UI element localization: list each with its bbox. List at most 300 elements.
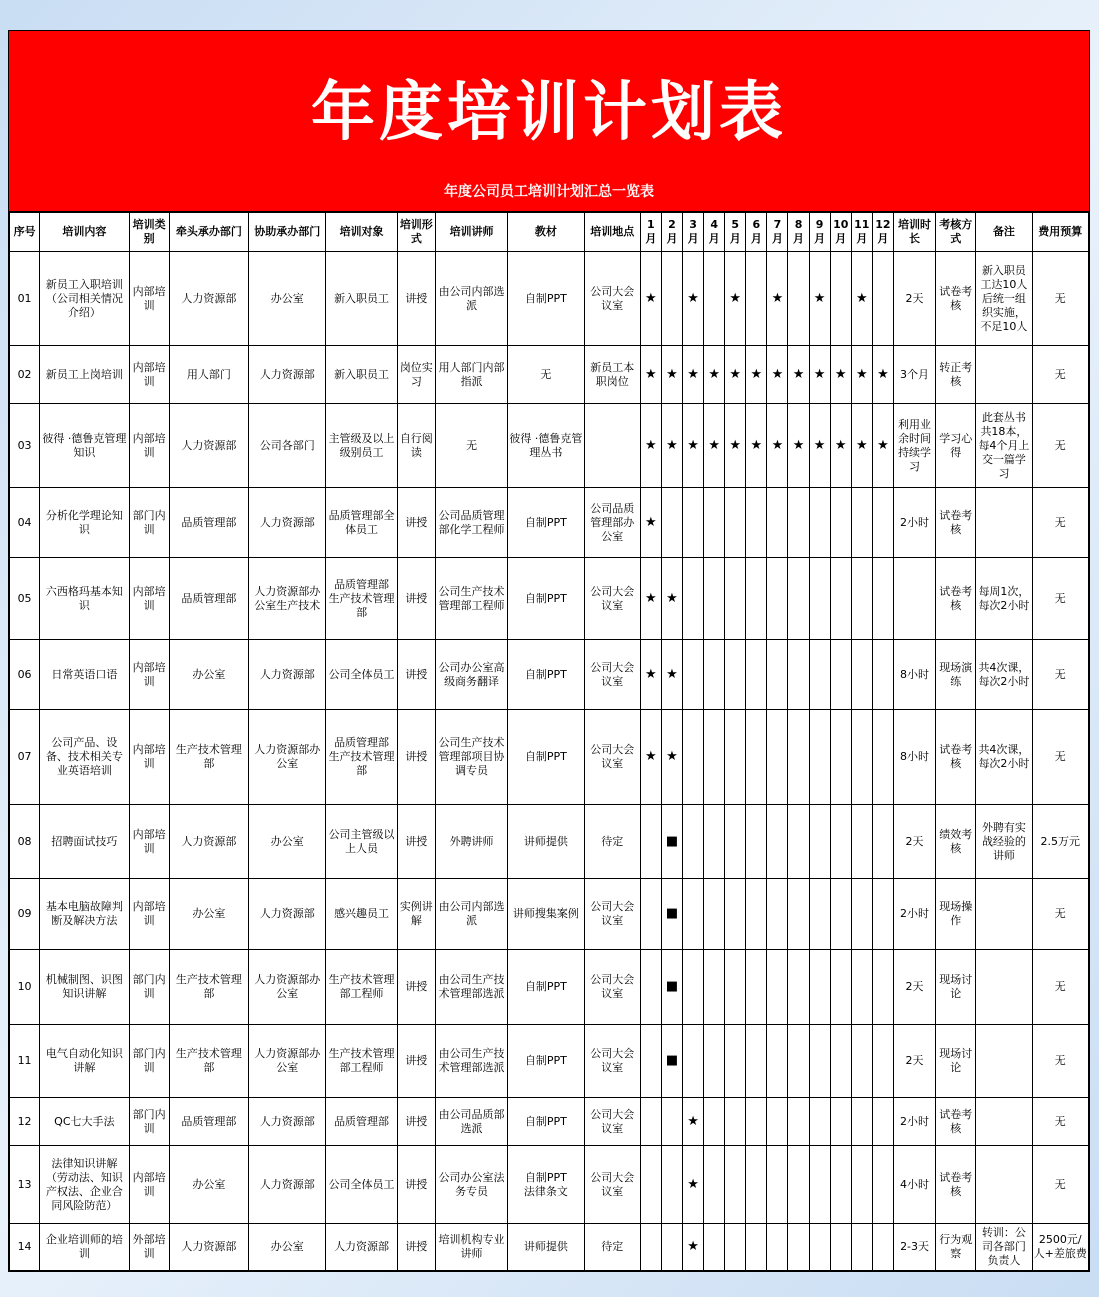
cell-month-4 bbox=[704, 1098, 725, 1146]
cell-content: 日常英语口语 bbox=[40, 640, 129, 710]
cell-remark bbox=[976, 1146, 1032, 1224]
cell-location: 公司大会议室 bbox=[584, 1098, 640, 1146]
cell-remark: 共4次课，每次2小时 bbox=[976, 710, 1032, 805]
cell-month-5: ★ bbox=[725, 346, 746, 404]
cell-location: 公司大会议室 bbox=[584, 950, 640, 1025]
cell-lead: 生产技术管理部 bbox=[169, 710, 248, 805]
cell-type: 内部培训 bbox=[129, 346, 169, 404]
cell-form: 讲授 bbox=[397, 1146, 435, 1224]
cell-month-6 bbox=[746, 805, 767, 879]
cell-month-4 bbox=[704, 252, 725, 346]
cell-assist: 公司各部门 bbox=[249, 404, 326, 488]
table-row bbox=[10, 404, 1089, 488]
cell-budget: 2.5万元 bbox=[1032, 805, 1088, 879]
cell-content: 电气自动化知识讲解 bbox=[40, 1025, 129, 1098]
column-header: 培训内容 bbox=[40, 213, 129, 252]
cell-month-9 bbox=[809, 488, 830, 558]
cell-form: 讲授 bbox=[397, 1224, 435, 1271]
cell-month-12 bbox=[872, 1025, 893, 1098]
table-row bbox=[10, 950, 1089, 1025]
cell-exam: 试卷考核 bbox=[936, 488, 976, 558]
cell-month-8 bbox=[788, 488, 809, 558]
column-header: 培训地点 bbox=[584, 213, 640, 252]
cell-exam: 试卷考核 bbox=[936, 252, 976, 346]
cell-type: 内部培训 bbox=[129, 805, 169, 879]
cell-type: 内部培训 bbox=[129, 640, 169, 710]
cell-month-3 bbox=[683, 805, 704, 879]
cell-month-8 bbox=[788, 1098, 809, 1146]
cell-form: 讲授 bbox=[397, 488, 435, 558]
cell-month-4: ★ bbox=[704, 404, 725, 488]
cell-budget: 无 bbox=[1032, 346, 1088, 404]
cell-month-4 bbox=[704, 710, 725, 805]
cell-content: 机械制图、识图知识讲解 bbox=[40, 950, 129, 1025]
cell-assist: 人力资源部 bbox=[249, 488, 326, 558]
cell-location: 待定 bbox=[584, 1224, 640, 1271]
cell-month-6: ★ bbox=[746, 346, 767, 404]
cell-month-1 bbox=[640, 1224, 661, 1271]
cell-form: 实例讲解 bbox=[397, 879, 435, 950]
cell-material: 自制PPT bbox=[508, 710, 584, 805]
cell-month-5: ★ bbox=[725, 252, 746, 346]
cell-month-1 bbox=[640, 805, 661, 879]
cell-material: 自制PPT bbox=[508, 252, 584, 346]
table-row bbox=[10, 805, 1089, 879]
table-row bbox=[10, 879, 1089, 950]
cell-budget: 无 bbox=[1032, 1098, 1088, 1146]
cell-content: 彼得 ·德鲁克管理知识 bbox=[40, 404, 129, 488]
cell-no: 06 bbox=[10, 640, 40, 710]
table-row bbox=[10, 346, 1089, 404]
cell-month-10 bbox=[830, 950, 851, 1025]
cell-target: 人力资源部 bbox=[326, 1224, 397, 1271]
cell-month-3: ★ bbox=[683, 252, 704, 346]
cell-type: 内部培训 bbox=[129, 404, 169, 488]
cell-month-10 bbox=[830, 488, 851, 558]
cell-month-8 bbox=[788, 1146, 809, 1224]
cell-month-8 bbox=[788, 558, 809, 640]
cell-month-10 bbox=[830, 1224, 851, 1271]
cell-no: 01 bbox=[10, 252, 40, 346]
cell-month-12 bbox=[872, 558, 893, 640]
cell-assist: 人力资源部办公室 bbox=[249, 710, 326, 805]
cell-month-12 bbox=[872, 640, 893, 710]
cell-month-6 bbox=[746, 879, 767, 950]
cell-lecturer: 由公司生产技术管理部选派 bbox=[435, 1025, 507, 1098]
cell-month-9 bbox=[809, 950, 830, 1025]
cell-budget: 无 bbox=[1032, 252, 1088, 346]
cell-month-12 bbox=[872, 879, 893, 950]
cell-month-11: ★ bbox=[851, 252, 872, 346]
column-header: 7月 bbox=[767, 213, 788, 252]
cell-location: 公司大会议室 bbox=[584, 1025, 640, 1098]
cell-month-6 bbox=[746, 710, 767, 805]
cell-exam: 现场讨论 bbox=[936, 950, 976, 1025]
cell-month-11 bbox=[851, 558, 872, 640]
cell-month-8 bbox=[788, 252, 809, 346]
cell-month-9 bbox=[809, 1146, 830, 1224]
cell-assist: 人力资源部办公室生产技术 bbox=[249, 558, 326, 640]
cell-material: 自制PPT bbox=[508, 558, 584, 640]
cell-month-3 bbox=[683, 710, 704, 805]
cell-target: 公司全体员工 bbox=[326, 1146, 397, 1224]
cell-month-2: ★ bbox=[661, 404, 682, 488]
column-header: 培训时长 bbox=[893, 213, 935, 252]
cell-material: 自制PPT bbox=[508, 640, 584, 710]
cell-duration: 8小时 bbox=[893, 640, 935, 710]
cell-type: 内部培训 bbox=[129, 879, 169, 950]
cell-month-4 bbox=[704, 558, 725, 640]
cell-exam: 试卷考核 bbox=[936, 710, 976, 805]
cell-month-8: ★ bbox=[788, 404, 809, 488]
cell-month-11 bbox=[851, 1025, 872, 1098]
cell-target: 品质管理部 生产技术管理部 bbox=[326, 558, 397, 640]
cell-type: 内部培训 bbox=[129, 252, 169, 346]
cell-month-6 bbox=[746, 950, 767, 1025]
cell-no: 09 bbox=[10, 879, 40, 950]
cell-lecturer: 由公司生产技术管理部选派 bbox=[435, 950, 507, 1025]
cell-form: 讲授 bbox=[397, 710, 435, 805]
cell-month-6: ★ bbox=[746, 404, 767, 488]
cell-no: 04 bbox=[10, 488, 40, 558]
cell-lead: 品质管理部 bbox=[169, 1098, 248, 1146]
cell-no: 08 bbox=[10, 805, 40, 879]
cell-remark: 转训：公司各部门负责人 bbox=[976, 1224, 1032, 1271]
column-header: 培训类别 bbox=[129, 213, 169, 252]
cell-month-3: ★ bbox=[683, 1098, 704, 1146]
cell-assist: 人力资源部办公室 bbox=[249, 950, 326, 1025]
cell-month-12 bbox=[872, 805, 893, 879]
cell-budget: 无 bbox=[1032, 1146, 1088, 1224]
cell-month-5: ★ bbox=[725, 404, 746, 488]
cell-location: 新员工本职岗位 bbox=[584, 346, 640, 404]
cell-form: 讲授 bbox=[397, 252, 435, 346]
cell-month-1 bbox=[640, 950, 661, 1025]
cell-remark: 每周1次，每次2小时 bbox=[976, 558, 1032, 640]
cell-month-11 bbox=[851, 1098, 872, 1146]
column-header: 考核方式 bbox=[936, 213, 976, 252]
cell-budget: 无 bbox=[1032, 488, 1088, 558]
cell-target: 感兴趣员工 bbox=[326, 879, 397, 950]
cell-lecturer: 公司生产技术管理部工程师 bbox=[435, 558, 507, 640]
cell-budget: 无 bbox=[1032, 879, 1088, 950]
cell-month-4 bbox=[704, 640, 725, 710]
cell-month-10 bbox=[830, 1146, 851, 1224]
cell-lecturer: 用人部门内部指派 bbox=[435, 346, 507, 404]
cell-lead: 生产技术管理部 bbox=[169, 950, 248, 1025]
cell-content: 新员工入职培训（公司相关情况介绍） bbox=[40, 252, 129, 346]
cell-lecturer: 由公司内部选派 bbox=[435, 879, 507, 950]
page-title: 年度培训计划表 bbox=[311, 75, 787, 150]
cell-month-5 bbox=[725, 640, 746, 710]
cell-exam: 学习心得 bbox=[936, 404, 976, 488]
cell-location: 公司品质管理部办公室 bbox=[584, 488, 640, 558]
cell-month-11: ★ bbox=[851, 346, 872, 404]
cell-lead: 办公室 bbox=[169, 879, 248, 950]
cell-lecturer: 无 bbox=[435, 404, 507, 488]
cell-month-2 bbox=[661, 1146, 682, 1224]
cell-month-3 bbox=[683, 640, 704, 710]
cell-month-8 bbox=[788, 1224, 809, 1271]
training-plan-table bbox=[9, 212, 1089, 1271]
cell-month-4 bbox=[704, 805, 725, 879]
column-header: 费用预算 bbox=[1032, 213, 1088, 252]
column-header: 培训对象 bbox=[326, 213, 397, 252]
cell-month-2: ★ bbox=[661, 558, 682, 640]
cell-month-9 bbox=[809, 710, 830, 805]
column-header: 5月 bbox=[725, 213, 746, 252]
cell-month-1: ★ bbox=[640, 252, 661, 346]
cell-month-7 bbox=[767, 640, 788, 710]
cell-content: 法律知识讲解（劳动法、知识产权法、企业合同风险防范） bbox=[40, 1146, 129, 1224]
cell-target: 品质管理部全体员工 bbox=[326, 488, 397, 558]
cell-lead: 人力资源部 bbox=[169, 805, 248, 879]
cell-no: 10 bbox=[10, 950, 40, 1025]
cell-month-8 bbox=[788, 805, 809, 879]
cell-type: 部门内训 bbox=[129, 950, 169, 1025]
cell-month-3 bbox=[683, 879, 704, 950]
cell-remark bbox=[976, 1098, 1032, 1146]
cell-month-12 bbox=[872, 710, 893, 805]
cell-month-9 bbox=[809, 805, 830, 879]
cell-type: 外部培训 bbox=[129, 1224, 169, 1271]
cell-lecturer: 由公司品质部选派 bbox=[435, 1098, 507, 1146]
cell-content: 企业培训师的培训 bbox=[40, 1224, 129, 1271]
cell-exam: 现场演练 bbox=[936, 640, 976, 710]
cell-month-4 bbox=[704, 1025, 725, 1098]
cell-month-1: ★ bbox=[640, 404, 661, 488]
cell-lead: 人力资源部 bbox=[169, 252, 248, 346]
cell-month-9 bbox=[809, 879, 830, 950]
cell-month-7 bbox=[767, 950, 788, 1025]
cell-target: 品质管理部 bbox=[326, 1098, 397, 1146]
cell-exam: 现场操作 bbox=[936, 879, 976, 950]
cell-form: 讲授 bbox=[397, 805, 435, 879]
cell-month-7 bbox=[767, 558, 788, 640]
cell-month-1 bbox=[640, 1146, 661, 1224]
cell-month-3: ★ bbox=[683, 1224, 704, 1271]
cell-month-12 bbox=[872, 252, 893, 346]
cell-duration: 3个月 bbox=[893, 346, 935, 404]
cell-month-12 bbox=[872, 1224, 893, 1271]
cell-exam: 绩效考核 bbox=[936, 805, 976, 879]
cell-month-12 bbox=[872, 1098, 893, 1146]
cell-month-7 bbox=[767, 1098, 788, 1146]
cell-month-5 bbox=[725, 488, 746, 558]
cell-month-2 bbox=[661, 1098, 682, 1146]
cell-month-4 bbox=[704, 488, 725, 558]
cell-material: 讲师提供 bbox=[508, 805, 584, 879]
cell-month-6 bbox=[746, 1025, 767, 1098]
cell-month-1: ★ bbox=[640, 710, 661, 805]
cell-form: 讲授 bbox=[397, 558, 435, 640]
cell-month-11 bbox=[851, 879, 872, 950]
header-row bbox=[10, 213, 1089, 252]
cell-content: 分析化学理论知识 bbox=[40, 488, 129, 558]
cell-month-1: ★ bbox=[640, 640, 661, 710]
cell-duration: 2天 bbox=[893, 805, 935, 879]
cell-month-4 bbox=[704, 879, 725, 950]
spreadsheet bbox=[8, 30, 1090, 1272]
cell-month-2 bbox=[661, 1224, 682, 1271]
cell-exam: 转正考核 bbox=[936, 346, 976, 404]
cell-duration: 2-3天 bbox=[893, 1224, 935, 1271]
cell-month-5 bbox=[725, 879, 746, 950]
cell-lecturer: 公司办公室法务专员 bbox=[435, 1146, 507, 1224]
cell-month-11 bbox=[851, 950, 872, 1025]
cell-content: QC七大手法 bbox=[40, 1098, 129, 1146]
cell-no: 12 bbox=[10, 1098, 40, 1146]
cell-month-10 bbox=[830, 1098, 851, 1146]
cell-month-11 bbox=[851, 1146, 872, 1224]
cell-month-8: ★ bbox=[788, 346, 809, 404]
cell-month-11: ★ bbox=[851, 404, 872, 488]
cell-remark bbox=[976, 1025, 1032, 1098]
cell-month-7 bbox=[767, 879, 788, 950]
cell-budget: 无 bbox=[1032, 640, 1088, 710]
column-header: 教材 bbox=[508, 213, 584, 252]
cell-material: 自制PPT bbox=[508, 1098, 584, 1146]
cell-month-9: ★ bbox=[809, 346, 830, 404]
cell-month-2: ■ bbox=[661, 1025, 682, 1098]
cell-month-8 bbox=[788, 710, 809, 805]
cell-exam: 试卷考核 bbox=[936, 1146, 976, 1224]
cell-month-8 bbox=[788, 1025, 809, 1098]
cell-exam: 试卷考核 bbox=[936, 1098, 976, 1146]
cell-month-5 bbox=[725, 1224, 746, 1271]
cell-lead: 品质管理部 bbox=[169, 558, 248, 640]
cell-month-12 bbox=[872, 488, 893, 558]
cell-month-2 bbox=[661, 488, 682, 558]
cell-month-2: ★ bbox=[661, 710, 682, 805]
cell-remark: 共4次课，每次2小时 bbox=[976, 640, 1032, 710]
cell-month-9 bbox=[809, 558, 830, 640]
cell-month-4 bbox=[704, 1146, 725, 1224]
cell-month-10 bbox=[830, 805, 851, 879]
cell-month-4: ★ bbox=[704, 346, 725, 404]
cell-assist: 人力资源部办公室 bbox=[249, 1025, 326, 1098]
cell-no: 02 bbox=[10, 346, 40, 404]
cell-assist: 办公室 bbox=[249, 252, 326, 346]
cell-duration: 4小时 bbox=[893, 1146, 935, 1224]
cell-budget: 无 bbox=[1032, 404, 1088, 488]
cell-month-3: ★ bbox=[683, 404, 704, 488]
cell-target: 公司主管级以上人员 bbox=[326, 805, 397, 879]
cell-month-7 bbox=[767, 805, 788, 879]
cell-assist: 人力资源部 bbox=[249, 346, 326, 404]
cell-month-8 bbox=[788, 950, 809, 1025]
column-header: 培训形式 bbox=[397, 213, 435, 252]
column-header: 3月 bbox=[683, 213, 704, 252]
cell-month-1: ★ bbox=[640, 558, 661, 640]
cell-exam: 现场讨论 bbox=[936, 1025, 976, 1098]
column-header: 序号 bbox=[10, 213, 40, 252]
cell-lead: 办公室 bbox=[169, 640, 248, 710]
cell-lead: 生产技术管理部 bbox=[169, 1025, 248, 1098]
cell-content: 公司产品、设备、技术相关专业英语培训 bbox=[40, 710, 129, 805]
cell-month-12 bbox=[872, 950, 893, 1025]
cell-month-12: ★ bbox=[872, 404, 893, 488]
cell-duration: 2小时 bbox=[893, 1098, 935, 1146]
cell-month-1 bbox=[640, 1025, 661, 1098]
cell-assist: 人力资源部 bbox=[249, 640, 326, 710]
column-header: 2月 bbox=[661, 213, 682, 252]
cell-material: 彼得 ·德鲁克管理丛书 bbox=[508, 404, 584, 488]
cell-assist: 办公室 bbox=[249, 1224, 326, 1271]
column-header: 1月 bbox=[640, 213, 661, 252]
table-row bbox=[10, 710, 1089, 805]
cell-month-9 bbox=[809, 640, 830, 710]
cell-lead: 办公室 bbox=[169, 1146, 248, 1224]
cell-target: 新入职员工 bbox=[326, 346, 397, 404]
cell-material: 自制PPT bbox=[508, 1025, 584, 1098]
cell-duration bbox=[893, 558, 935, 640]
cell-month-7 bbox=[767, 1146, 788, 1224]
cell-duration: 2小时 bbox=[893, 488, 935, 558]
cell-target: 生产技术管理部工程师 bbox=[326, 1025, 397, 1098]
cell-type: 内部培训 bbox=[129, 558, 169, 640]
cell-month-12 bbox=[872, 1146, 893, 1224]
cell-location: 公司大会议室 bbox=[584, 558, 640, 640]
cell-no: 13 bbox=[10, 1146, 40, 1224]
cell-material: 自制PPT bbox=[508, 950, 584, 1025]
cell-month-5 bbox=[725, 1146, 746, 1224]
cell-remark: 此套丛书共18本，每4个月上交一篇学习 bbox=[976, 404, 1032, 488]
cell-month-6 bbox=[746, 1098, 767, 1146]
cell-type: 部门内训 bbox=[129, 1098, 169, 1146]
cell-month-4 bbox=[704, 950, 725, 1025]
table-row bbox=[10, 1224, 1089, 1271]
cell-budget: 无 bbox=[1032, 1025, 1088, 1098]
cell-form: 自行阅读 bbox=[397, 404, 435, 488]
column-header: 牵头承办部门 bbox=[169, 213, 248, 252]
column-header: 8月 bbox=[788, 213, 809, 252]
cell-month-7: ★ bbox=[767, 346, 788, 404]
cell-target: 新入职员工 bbox=[326, 252, 397, 346]
cell-content: 新员工上岗培训 bbox=[40, 346, 129, 404]
cell-month-6 bbox=[746, 1146, 767, 1224]
cell-month-9 bbox=[809, 1098, 830, 1146]
cell-month-1: ★ bbox=[640, 346, 661, 404]
cell-type: 内部培训 bbox=[129, 710, 169, 805]
cell-month-9 bbox=[809, 1025, 830, 1098]
cell-no: 05 bbox=[10, 558, 40, 640]
cell-material: 无 bbox=[508, 346, 584, 404]
cell-month-10 bbox=[830, 640, 851, 710]
table-row bbox=[10, 640, 1089, 710]
cell-lead: 用人部门 bbox=[169, 346, 248, 404]
cell-lecturer: 公司办公室高级商务翻译 bbox=[435, 640, 507, 710]
cell-location: 待定 bbox=[584, 805, 640, 879]
column-header: 10月 bbox=[830, 213, 851, 252]
cell-material: 讲师搜集案例 bbox=[508, 879, 584, 950]
cell-month-11 bbox=[851, 805, 872, 879]
cell-lead: 品质管理部 bbox=[169, 488, 248, 558]
cell-month-5 bbox=[725, 1098, 746, 1146]
cell-no: 07 bbox=[10, 710, 40, 805]
cell-type: 部门内训 bbox=[129, 488, 169, 558]
cell-month-10 bbox=[830, 252, 851, 346]
cell-remark bbox=[976, 488, 1032, 558]
cell-month-8 bbox=[788, 879, 809, 950]
cell-target: 品质管理部 生产技术管理部 bbox=[326, 710, 397, 805]
cell-exam: 行为观察 bbox=[936, 1224, 976, 1271]
cell-month-3: ★ bbox=[683, 346, 704, 404]
cell-form: 讲授 bbox=[397, 640, 435, 710]
cell-form: 讲授 bbox=[397, 1098, 435, 1146]
cell-duration: 2小时 bbox=[893, 879, 935, 950]
cell-location: 公司大会议室 bbox=[584, 252, 640, 346]
